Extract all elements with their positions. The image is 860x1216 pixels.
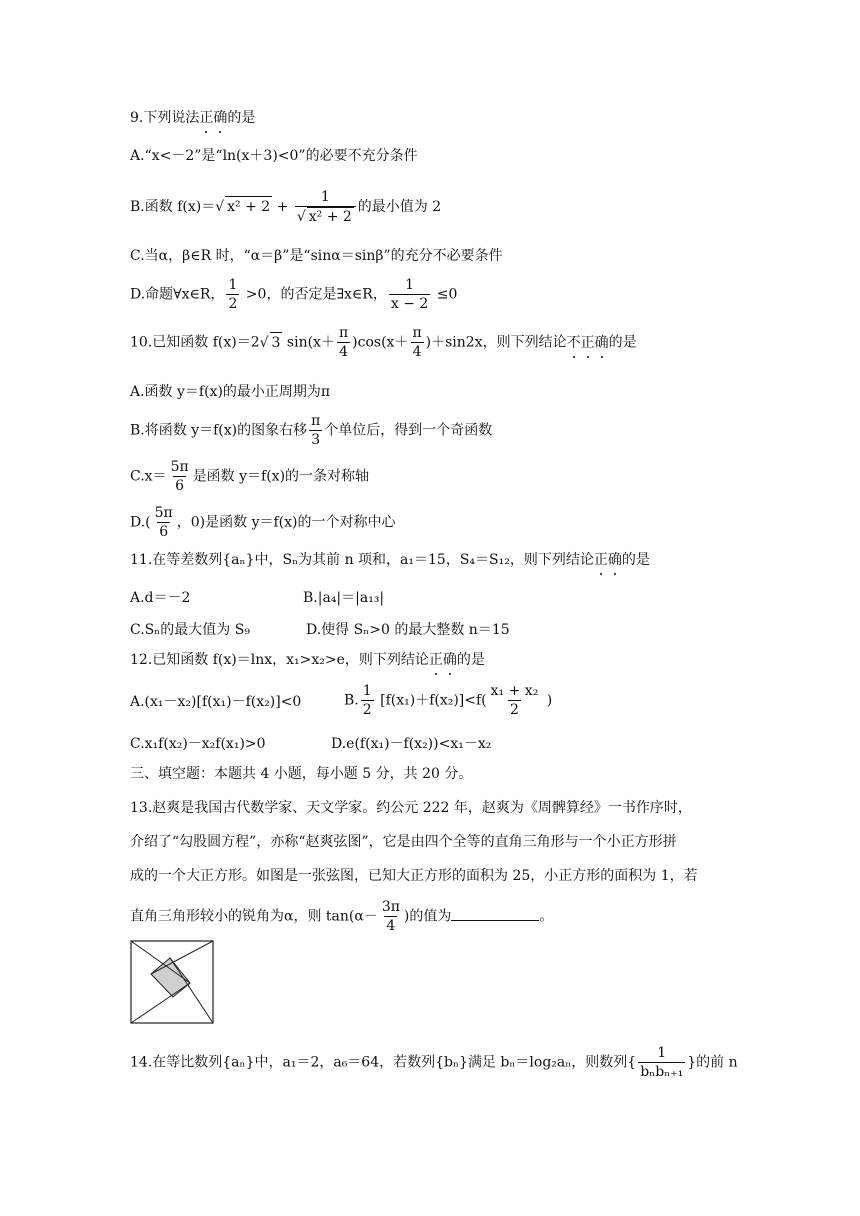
- q9-option-c: C.当α，β∈R 时，“α＝β”是“sinα＝sinβ”的充分不必要条件: [130, 248, 503, 264]
- q12-option-c: C.x₁f(x₂)－x₂f(x₁)>0: [130, 736, 266, 752]
- section-heading: 三、填空题：本题共 4 小题，每小题 5 分，共 20 分。: [130, 766, 473, 782]
- q12-option-a: A.(x₁－x₂)[f(x₁)－f(x₂)]<0: [130, 694, 302, 710]
- q12-option-b: B. $\frac{1}{2}$ [f(x₁)＋f(x₂)]<f( $\frac{\text{x₁ + x₂}}{2}$ ): [344, 683, 553, 718]
- q13-line-3: 成的一个大正方形。如图是一张弦图，已知大正方形的面积为 25，小正方形的面积为 1，若: [130, 868, 698, 884]
- q9-option-d: D.命题∀x∈R， $\frac{1}{2}$ >0，的否定是∃x∈R， $\frac{1}{x - 2}$ ≤0: [130, 277, 458, 312]
- q12-stem: 12.已知函数 f(x)＝lnx，x₁>x₂>e，则下列结论正确的是: [130, 652, 485, 668]
- q11-option-c: C.Sₙ的最大值为 S₉: [130, 622, 250, 638]
- q14-stem: 14.在等比数列{aₙ}中，a₁＝2，a₆＝64，若数列{bₙ}满足 bₙ＝log₂aₙ，则数列{ $\frac{1}{\text{bₙbₙ₊₁}}$ }的前 n: [130, 1045, 738, 1080]
- q11-option-a: A.d＝－2: [130, 590, 191, 606]
- q10-option-d: D.( $\frac{5\pi}{6}$ ，0)是函数 y＝f(x)的一个对称中心: [130, 505, 396, 540]
- q10-option-c: C.x＝ $\frac{5\pi}{6}$ 是函数 y＝f(x)的一条对称轴: [130, 459, 370, 494]
- q13-line-1: 13.赵爽是我国古代数学家、天文学家。约公元 222 年，赵爽为《周髀算经》一书作序时，: [130, 800, 692, 816]
- q13-line-4: 直角三角形较小的锐角为α，则 tan(α－ $\frac{3\pi}{4}$ )的值为 。: [130, 899, 554, 934]
- q12-option-d: D.e(f(x₁)－f(x₂))<x₁－x₂: [331, 736, 492, 752]
- q9-stem: 9.下列说法正确的是: [130, 110, 256, 126]
- q11-option-b: B.|a₄|＝|a₁₃|: [303, 590, 385, 606]
- q10-stem: 10.已知函数 f(x)＝2√ 3 sin(x＋ $\frac{\pi}{4}$ )cos(x＋ $\frac{\pi}{4}$ )＋sin2x，则下列结论不正确的是: [130, 325, 637, 360]
- q11-stem: 11.在等差数列{aₙ}中，Sₙ为其前 n 项和，a₁＝15，S₄＝S₁₂，则下列结论正确的是: [130, 552, 650, 568]
- zhao-shuang-diagram: [130, 940, 214, 1024]
- q13-line-2: 介绍了“勾股圆方程”，亦称“赵爽弦图”，它是由四个全等的直角三角形与一个小正方形拼: [130, 834, 677, 850]
- q11-option-d: D.使得 Sₙ>0 的最大整数 n＝15: [306, 622, 510, 638]
- q9-option-b: B.函数 f(x)＝√ x² + 2 + $\frac{1}{\text{√ x² + 2}}$ 的最小值为 2: [130, 189, 442, 225]
- q10-option-a: A.函数 y＝f(x)的最小正周期为π: [130, 384, 331, 400]
- answer-blank: [451, 906, 539, 921]
- q10-option-b: B.将函数 y＝f(x)的图象右移 $\frac{\pi}{3}$ 个单位后，得到一个奇函数: [130, 413, 493, 448]
- q9-option-a: A.“x<－2”是“ln(x＋3)<0”的必要不充分条件: [130, 148, 418, 164]
